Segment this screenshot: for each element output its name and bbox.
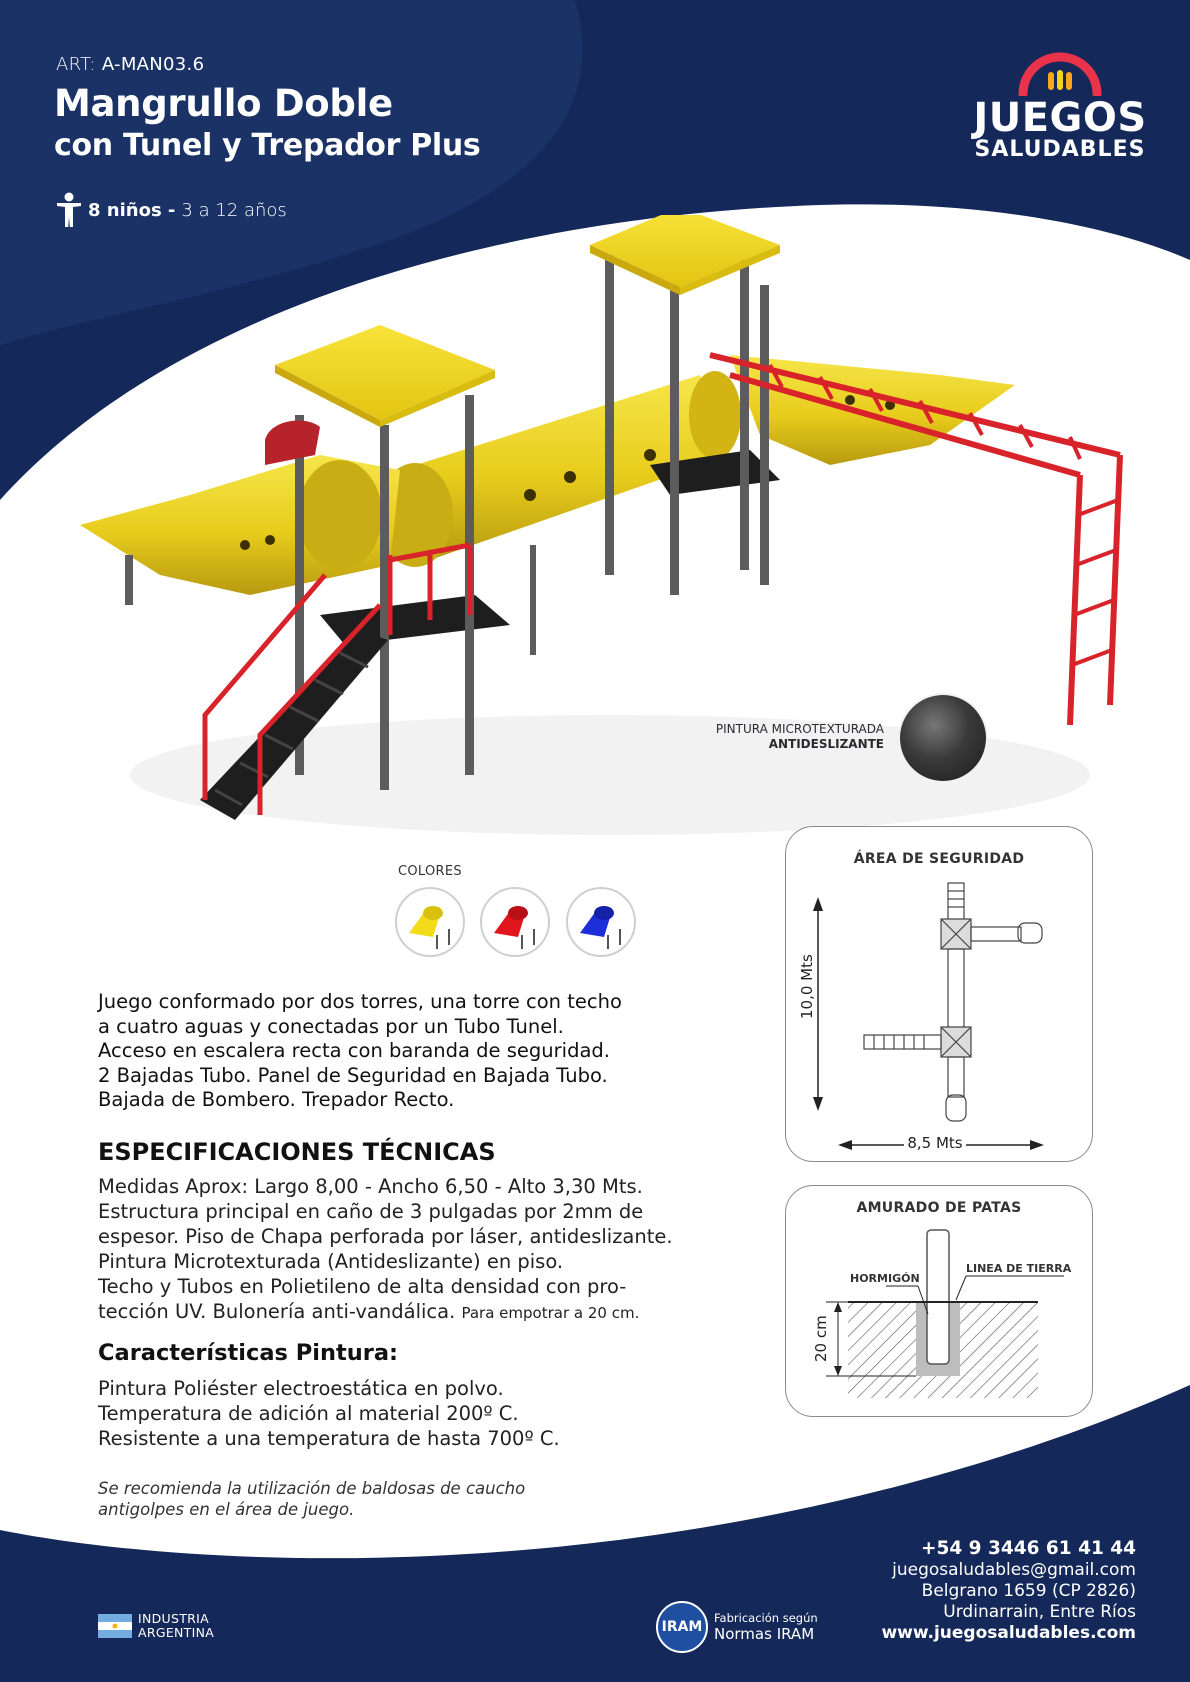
- safety-area-title: ÁREA DE SEGURIDAD: [853, 851, 1025, 867]
- concrete-label: HORMIGÓN: [850, 1272, 920, 1285]
- color-option-red: [480, 887, 550, 957]
- iram-badge: IRAM: [656, 1601, 708, 1653]
- texture-label: PINTURA MICROTEXTURADA ANTIDESLIZANTE: [715, 722, 884, 751]
- address-line-1: Belgrano 1659 (CP 2826): [921, 1581, 1136, 1601]
- specs-heading: ESPECIFICACIONES TÉCNICAS: [98, 1138, 496, 1166]
- texture-sample-image: [900, 695, 986, 781]
- depth-label: 20 cm: [812, 1315, 830, 1362]
- paint-heading: Características Pintura:: [98, 1340, 399, 1366]
- height-label: 10,0 Mts: [798, 954, 816, 1019]
- address-line-2: Urdinarrain, Entre Ríos: [943, 1602, 1136, 1622]
- anchoring-title: AMURADO DE PATAS: [856, 1200, 1022, 1216]
- color-option-yellow: [395, 887, 465, 957]
- argentina-flag-icon: [98, 1614, 132, 1638]
- safety-area-diagram: [786, 827, 1094, 1163]
- capacity-ages: 3 a 12 años: [181, 199, 287, 221]
- playground-illustration: [70, 215, 1130, 915]
- website-link[interactable]: www.juegosaludables.com: [881, 1623, 1136, 1643]
- specs-body: Medidas Aprox: Largo 8,00 - Ancho 6,50 - Alto 3,30 Mts. Estructura principal en caño de 3 pulgadas por 2mm de espesor. Piso de Chapa perforada por láser, antideslizante. Pintura Microtexturada (Antideslizante) en piso. Techo y Tubos en Polietileno de alta densidad con pro- tección UV. Bulonería anti-vandálica. Para empotrar a 20 cm.: [98, 1175, 673, 1323]
- logo-wordmark: JUEGOS: [973, 95, 1147, 141]
- safety-area-box: [785, 826, 1093, 1162]
- product-description: Juego conformado por dos torres, una torre con techo a cuatro aguas y conectadas por un Tubo Tunel. Acceso en escalera recta con baranda de seguridad. 2 Bajadas Tubo. Panel de Seguridad en Bajada Tubo. Bajada de Bombero. Trepador Recto.: [98, 990, 622, 1111]
- color-option-blue: [566, 887, 636, 957]
- rainbow-arch-icon: [1015, 52, 1105, 96]
- industry-argentina: INDUSTRIA ARGENTINA: [98, 1612, 214, 1640]
- paint-body: Pintura Poliéster electroestática en polvo. Temperatura de adición al material 200º C. Resistente a una temperatura de hasta 700º C.: [98, 1377, 560, 1450]
- contact-info: [800, 1537, 1136, 1644]
- anchoring-box: [785, 1185, 1093, 1417]
- phone-number[interactable]: +54 9 3446 61 41 44: [920, 1538, 1136, 1559]
- anchoring-diagram: [786, 1186, 1094, 1418]
- iram-certification: IRAM Fabricación según Normas IRAM: [656, 1601, 818, 1653]
- product-subtitle: con Tunel y Trepador Plus: [54, 128, 481, 163]
- logo-subtitle: SALUDABLES: [974, 137, 1146, 162]
- width-label: 8,5 Mts: [907, 1134, 963, 1152]
- brand-logo: [970, 52, 1150, 162]
- product-title: Mangrullo Doble: [54, 82, 393, 125]
- email-address[interactable]: juegosaludables@gmail.com: [892, 1560, 1136, 1580]
- article-code: ART: A-MAN03.6: [56, 54, 205, 75]
- ground-line-label: LINEA DE TIERRA: [966, 1262, 1072, 1275]
- colors-label: COLORES: [398, 864, 462, 879]
- recommendation-note: Se recomienda la utilización de baldosas de caucho antigolpes en el área de juego.: [98, 1479, 526, 1519]
- capacity-kids: 8 niños -: [88, 199, 176, 221]
